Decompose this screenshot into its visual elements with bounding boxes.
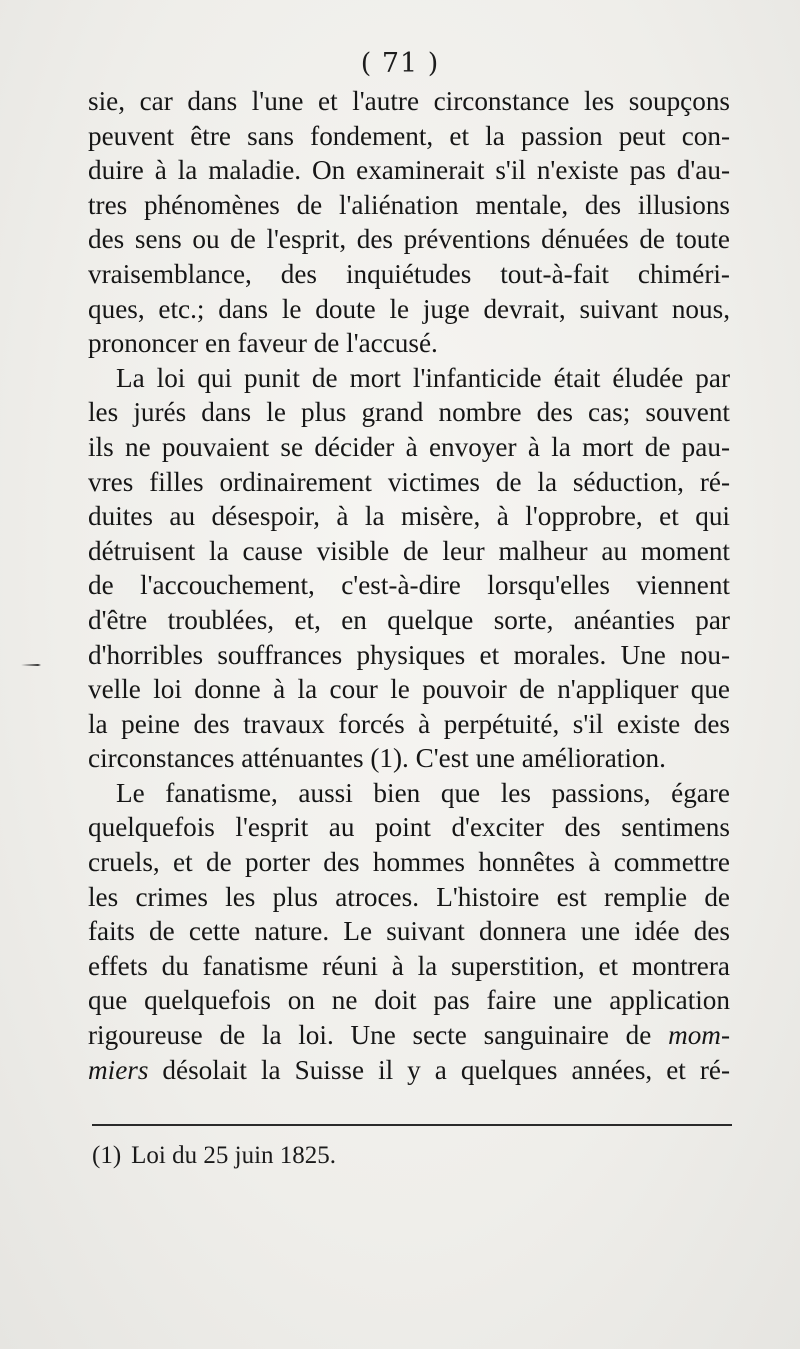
body-line: les crimes les plus atroces. L'histoire est remplie de: [88, 881, 730, 912]
body-line: ils ne pouvaient se décider à envoyer à la mort de pau-: [88, 431, 730, 462]
body-line: duire à la maladie. On examinerait s'il n'existe pas d'au-: [88, 155, 730, 186]
footnote-mark: (1): [92, 1142, 122, 1169]
body-line: Le fanatisme, aussi bien que les passions, égare: [116, 777, 730, 808]
body-line: faits de cette nature. Le suivant donnera une idée des: [88, 916, 730, 947]
body-line: La loi qui punit de mort l'infanticide était éludée par: [116, 362, 730, 393]
body-line: que quelquefois on ne doit pas faire une application: [88, 985, 730, 1016]
body-line: circonstances atténuantes (1). C'est une amélioration.: [88, 743, 666, 774]
footnote: [92, 1142, 336, 1170]
body-line: quelquefois l'esprit au point d'exciter des sentimens: [88, 812, 730, 843]
body-line: velle loi donne à la cour le pouvoir de n'appliquer que: [88, 674, 730, 705]
italic-word: mom-: [668, 1020, 730, 1051]
body-line: rigoureuse de la loi. Une secte sanguinaire de mom-: [88, 1020, 730, 1051]
body-line: duites au désespoir, à la misère, à l'opprobre, et qui: [88, 501, 730, 532]
body-line: des sens ou de l'esprit, des préventions dénuées de toute: [88, 224, 730, 255]
body-line: d'être troublées, et, en quelque sorte, anéanties par: [88, 604, 730, 635]
footnote-divider: [92, 1124, 732, 1126]
body-line: détruisent la cause visible de leur malheur au moment: [88, 535, 730, 566]
page-number: ( 71 ): [360, 48, 440, 79]
body-line: effets du fanatisme réuni à la superstition, et montrera: [88, 950, 730, 981]
body-line: la peine des travaux forcés à perpétuité, s'il existe des: [88, 708, 730, 739]
margin-smudge-icon: [20, 662, 42, 668]
body-line: vres filles ordinairement victimes de la séduction, ré-: [88, 466, 730, 497]
body-line: sie, car dans l'une et l'autre circonstance les soupçons: [88, 86, 730, 116]
body-line: d'horribles souffrances physiques et morales. Une nou-: [88, 639, 730, 670]
body-line: cruels, et de porter des hommes honnêtes à commettre: [88, 847, 730, 878]
body-line: ques, etc.; dans le doute le juge devrait, suivant nous,: [88, 293, 730, 324]
footnote-text: Loi du 25 juin 1825.: [131, 1142, 337, 1169]
body-line: peuvent être sans fondement, et la passion peut con-: [88, 120, 730, 151]
italic-word: miers: [88, 1054, 149, 1085]
body-text: [88, 84, 730, 1087]
body-line: de l'accouchement, c'est-à-dire lorsqu'elles viennent: [88, 570, 730, 601]
body-line: les jurés dans le plus grand nombre des cas; souvent: [88, 397, 730, 428]
body-line: vraisemblance, des inquiétudes tout-à-fait chiméri-: [88, 258, 730, 289]
body-line: miers désolait la Suisse il y a quelques années, et ré-: [88, 1054, 730, 1085]
body-line: prononcer en faveur de l'accusé.: [88, 328, 438, 359]
body-line: tres phénomènes de l'aliénation mentale, des illusions: [88, 189, 730, 220]
